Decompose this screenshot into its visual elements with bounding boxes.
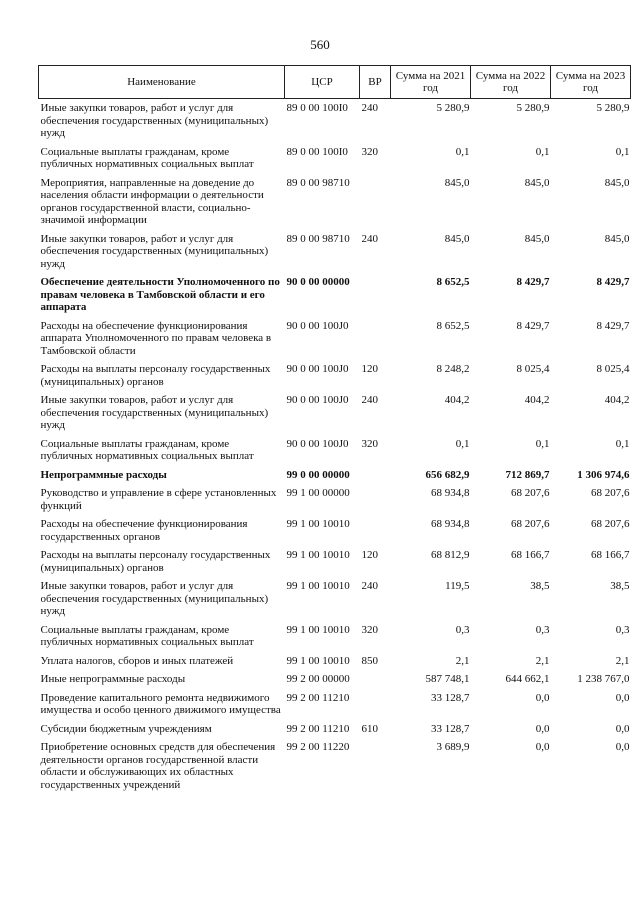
table-row xyxy=(39,360,631,391)
row-sum-2022: 5 280,9 xyxy=(516,102,550,114)
table-row xyxy=(39,273,631,317)
row-name: Социальные выплаты гражданам, кроме публичных нормативных социальных выплат xyxy=(40,623,254,648)
table-row xyxy=(39,515,631,546)
table-row xyxy=(39,435,631,466)
table-row xyxy=(39,174,631,230)
table-row xyxy=(39,99,631,143)
row-sum-2023: 8 429,7 xyxy=(596,276,630,288)
row-sum-2022: 712 869,7 xyxy=(505,468,550,481)
page-number: 560 xyxy=(310,37,330,52)
row-name: Расходы на выплаты персоналу государственных (муниципальных) органов xyxy=(40,363,271,388)
row-sum-2023: 845,0 xyxy=(604,176,630,189)
row-name: Расходы на обеспечение функционирования аппарата Уполномоченного по правам человека в Тамбовской области xyxy=(40,319,272,357)
row-sum-2022: 8 429,7 xyxy=(516,319,550,332)
row-csr: 89 0 00 98710 xyxy=(286,232,350,245)
row-csr: 99 1 00 00000 xyxy=(286,487,350,499)
table-row xyxy=(39,621,631,652)
row-sum-2023: 404,2 xyxy=(604,394,630,406)
row-vr: 320 xyxy=(361,623,378,636)
row-csr: 90 0 00 00000 xyxy=(286,276,350,288)
row-sum-2021: 587 748,1 xyxy=(425,673,470,685)
row-csr: 99 1 00 10010 xyxy=(286,549,350,561)
row-vr xyxy=(360,670,391,689)
row-sum-2022: 0,0 xyxy=(535,691,550,704)
table-row xyxy=(39,546,631,577)
row-name: Расходы на обеспечение функционирования государственных органов xyxy=(40,518,248,543)
row-sum-2022: 38,5 xyxy=(530,580,550,592)
row-vr xyxy=(360,317,391,361)
table-row xyxy=(39,738,631,794)
row-sum-2021: 656 682,9 xyxy=(425,468,470,481)
table-row xyxy=(39,652,631,671)
row-sum-2022: 2,1 xyxy=(535,654,550,667)
row-csr: 90 0 00 100J0 xyxy=(286,437,349,450)
table-row xyxy=(39,391,631,435)
row-name: Руководство и управление в сфере установленных функций xyxy=(40,487,277,512)
table-row xyxy=(39,466,631,485)
row-sum-2022: 8 025,4 xyxy=(516,363,550,375)
row-sum-2022: 0,3 xyxy=(535,623,550,636)
row-name: Обеспечение деятельности Уполномоченного по правам человека в Тамбовской области и его аппарата xyxy=(40,276,280,313)
row-sum-2021: 0,1 xyxy=(455,437,470,450)
row-csr: 89 0 00 100I0 xyxy=(286,145,348,158)
row-sum-2021: 2,1 xyxy=(455,654,470,667)
row-vr: 320 xyxy=(361,145,378,158)
row-sum-2022: 0,1 xyxy=(535,145,550,158)
row-vr: 240 xyxy=(361,232,378,245)
budget-table xyxy=(38,65,631,794)
row-name: Социальные выплаты гражданам, кроме публичных нормативных социальных выплат xyxy=(40,145,254,170)
header-sum-2021: Сумма на 2021 год xyxy=(391,66,471,99)
row-sum-2021: 845,0 xyxy=(444,176,470,189)
row-vr: 240 xyxy=(361,580,378,592)
row-csr: 99 1 00 10010 xyxy=(286,580,350,592)
table-row xyxy=(39,670,631,689)
row-sum-2023: 0,0 xyxy=(615,741,630,753)
table-row xyxy=(39,720,631,739)
row-name: Приобретение основных средств для обеспечения деятельности органов государственной власти области и обслуживающих их областных государственных учреждений xyxy=(40,741,276,791)
row-sum-2022: 404,2 xyxy=(524,394,550,406)
row-sum-2021: 8 248,2 xyxy=(436,363,470,375)
row-sum-2023: 5 280,9 xyxy=(596,102,630,114)
row-name: Социальные выплаты гражданам, кроме публичных нормативных социальных выплат xyxy=(40,437,254,462)
row-sum-2021: 119,5 xyxy=(445,580,470,592)
row-name: Расходы на выплаты персоналу государственных (муниципальных) органов xyxy=(40,549,271,574)
row-sum-2023: 38,5 xyxy=(610,580,630,592)
row-csr: 99 2 00 00000 xyxy=(286,673,350,685)
table-row xyxy=(39,577,631,621)
row-name: Иные закупки товаров, работ и услуг для обеспечения государственных (муниципальных) нужд xyxy=(40,394,269,431)
row-sum-2021: 5 280,9 xyxy=(436,102,470,114)
row-sum-2022: 68 166,7 xyxy=(511,549,550,561)
row-sum-2021: 3 689,9 xyxy=(436,741,470,753)
row-sum-2023: 68 166,7 xyxy=(591,549,630,561)
row-name: Проведение капитального ремонта недвижимого имущества и особо ценного движимого имущества xyxy=(40,691,281,716)
row-sum-2021: 8 652,5 xyxy=(436,319,470,332)
row-vr xyxy=(360,689,391,720)
row-csr: 99 1 00 10010 xyxy=(286,518,350,530)
row-vr xyxy=(360,466,391,485)
header-sum-2022: Сумма на 2022 год xyxy=(471,66,551,99)
row-csr: 90 0 00 100J0 xyxy=(286,394,349,406)
table-row xyxy=(39,484,631,515)
row-sum-2021: 68 934,8 xyxy=(431,518,470,530)
row-sum-2022: 8 429,7 xyxy=(516,276,550,288)
row-sum-2022: 845,0 xyxy=(524,176,550,189)
table-row xyxy=(39,689,631,720)
row-vr xyxy=(360,484,391,515)
row-csr: 99 2 00 11210 xyxy=(286,722,350,735)
row-csr: 99 2 00 11220 xyxy=(286,741,350,753)
table-body xyxy=(39,99,631,795)
row-vr: 240 xyxy=(361,394,378,406)
header-vr: ВР xyxy=(360,66,391,99)
table-row xyxy=(39,317,631,361)
row-vr: 120 xyxy=(361,363,378,375)
row-vr xyxy=(360,273,391,317)
row-sum-2022: 845,0 xyxy=(524,232,550,245)
row-sum-2023: 0,1 xyxy=(615,145,630,158)
row-name: Уплата налогов, сборов и иных платежей xyxy=(40,654,234,667)
table-row xyxy=(39,230,631,274)
row-sum-2023: 1 306 974,6 xyxy=(577,468,630,481)
row-sum-2021: 8 652,5 xyxy=(436,276,470,288)
row-sum-2023: 845,0 xyxy=(604,232,630,245)
row-csr: 99 2 00 11210 xyxy=(286,691,350,704)
header-sum-2023: Сумма на 2023 год xyxy=(551,66,631,99)
row-sum-2023: 68 207,6 xyxy=(591,487,630,499)
row-sum-2021: 68 812,9 xyxy=(431,549,470,561)
row-sum-2022: 68 207,6 xyxy=(511,487,550,499)
row-vr xyxy=(360,174,391,230)
row-sum-2021: 33 128,7 xyxy=(431,722,470,735)
row-sum-2021: 68 934,8 xyxy=(431,487,470,499)
row-sum-2022: 0,0 xyxy=(535,741,550,753)
row-vr xyxy=(360,738,391,794)
row-csr: 90 0 00 100J0 xyxy=(286,319,349,332)
row-sum-2023: 0,0 xyxy=(615,691,630,704)
row-name: Непрограммные расходы xyxy=(40,468,167,481)
row-name: Иные закупки товаров, работ и услуг для обеспечения государственных (муниципальных) нужд xyxy=(40,580,269,617)
row-vr: 850 xyxy=(361,654,378,667)
row-sum-2023: 8 025,4 xyxy=(596,363,630,375)
header-csr: ЦСР xyxy=(285,66,360,99)
row-sum-2023: 8 429,7 xyxy=(596,319,630,332)
row-sum-2021: 0,1 xyxy=(455,145,470,158)
header-name: Наименование xyxy=(39,66,285,99)
row-csr: 90 0 00 100J0 xyxy=(286,363,349,375)
row-sum-2021: 0,3 xyxy=(455,623,470,636)
row-vr: 120 xyxy=(361,549,378,561)
row-sum-2022: 644 662,1 xyxy=(505,673,550,685)
row-csr: 99 0 00 00000 xyxy=(286,468,350,481)
row-vr xyxy=(360,515,391,546)
row-csr: 99 1 00 10010 xyxy=(286,623,350,636)
row-csr: 89 0 00 100I0 xyxy=(286,102,348,114)
row-sum-2021: 404,2 xyxy=(444,394,470,406)
row-csr: 99 1 00 10010 xyxy=(286,654,350,667)
row-sum-2023: 0,0 xyxy=(615,722,630,735)
row-sum-2023: 1 238 767,0 xyxy=(577,673,630,685)
row-vr: 610 xyxy=(361,722,378,735)
row-sum-2022: 68 207,6 xyxy=(511,518,550,530)
table-header-row xyxy=(39,66,631,99)
row-sum-2021: 845,0 xyxy=(444,232,470,245)
row-name: Иные закупки товаров, работ и услуг для обеспечения государственных (муниципальных) нужд xyxy=(40,232,269,270)
row-vr: 240 xyxy=(361,102,378,114)
row-vr: 320 xyxy=(361,437,378,450)
row-sum-2022: 0,1 xyxy=(535,437,550,450)
row-sum-2022: 0,0 xyxy=(535,722,550,735)
row-sum-2023: 2,1 xyxy=(615,654,630,667)
table-row xyxy=(39,143,631,174)
row-name: Субсидии бюджетным учреждениям xyxy=(40,722,212,735)
row-sum-2023: 0,3 xyxy=(615,623,630,636)
row-name: Иные закупки товаров, работ и услуг для обеспечения государственных (муниципальных) нужд xyxy=(40,102,269,139)
row-csr: 89 0 00 98710 xyxy=(286,176,350,189)
row-sum-2023: 68 207,6 xyxy=(591,518,630,530)
row-sum-2021: 33 128,7 xyxy=(431,691,470,704)
row-name: Иные непрограммные расходы xyxy=(40,673,186,685)
row-name: Мероприятия, направленные на доведение до населения области информации о деятельности органов государственной власти, социально-значимой информации xyxy=(40,176,264,226)
row-sum-2023: 0,1 xyxy=(615,437,630,450)
